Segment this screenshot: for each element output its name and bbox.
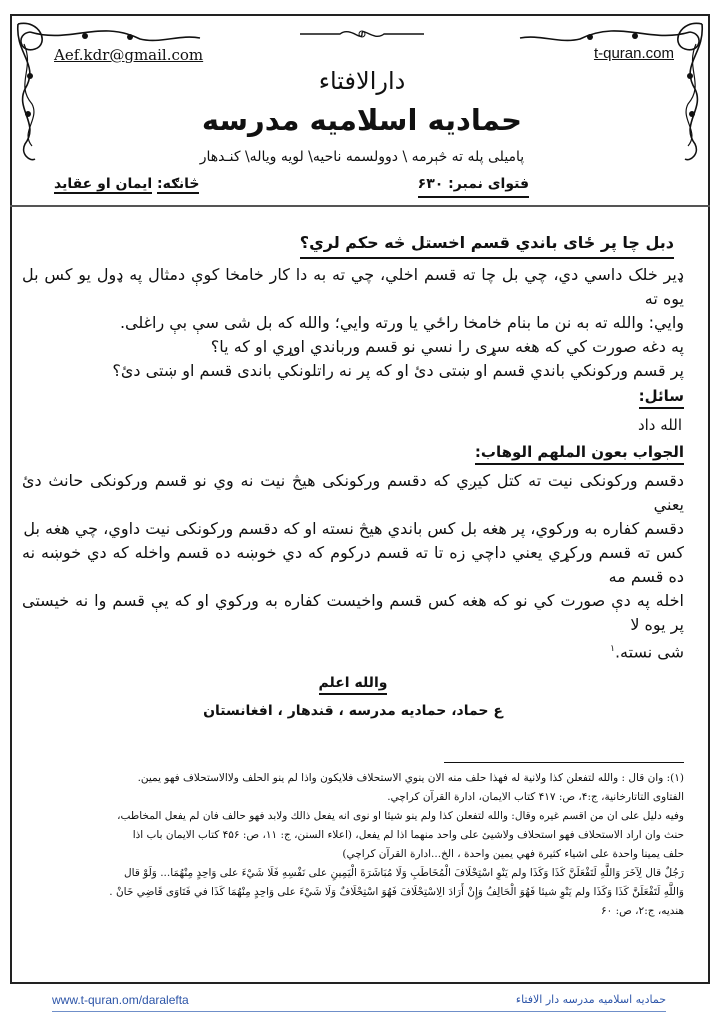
footnote-line: هنديه، ج:۲، ص: ۶۰ [600, 905, 684, 918]
closing [22, 672, 684, 722]
category [54, 174, 199, 194]
footer-url-link[interactable]: www.t-quran.om/daralefta [52, 993, 189, 1007]
footnote-line: وَاللَّهِ لَتَفْعَلَنَّ كَذَا وَكَذَا ولم يَنْوِ شيئا فَهُوَ الْحَالِفُ وَإِنْ أَرَادَ الِاسْتِحْلَافَ فَهُوَ اسْتِحْلَافٌ وَلَا شَيْءَ على وَاحِدٍ مِنْهُمَا كَذَا في فَتَاوَى قَاضِي خَانْ . [109, 886, 684, 899]
footer-institution: حمادیه اسلامیه مدرسه دار الافتاء [515, 993, 666, 1006]
category-label: څانګه: [157, 176, 200, 192]
institution-name: حمادیه اسلامیه مدرسه [201, 103, 523, 137]
answer-label: الجواب بعون الملهم الوهاب: [475, 441, 684, 465]
signature: ع حماد، حمادیه مدرسه ، قندهار ، افغانستان [203, 703, 503, 720]
footnote-line: وفيه دليل على ان من اقسم غيره وقال: والله لتفعلن كذا ولم ينو شيئا او نوى انه يفعل ذالك ولابد فهو حالف فان لم يفعل المخاطب، [117, 810, 684, 823]
email-link[interactable]: Aef.kdr@gmail.com [54, 46, 204, 64]
fatwa-number-label: فتوای نمبر: [448, 176, 529, 192]
fatwa-number [418, 174, 529, 198]
answer-line: دقسم کفاره به ورکوي، پر هغه بل کس باندي هیڅ نسته او که دقسم ورکونکی نیت داوي، چي هغه بل [23, 519, 684, 538]
footnote-line: رَجُلٌ قال لِآخَرَ وَاللَّهِ لَتَفْعَلَنَّ كَذَا وَكَذَا ولم يَنْوِ اسْتِحْلَافَ الْمُخَاطَبِ وَلَا مُبَاشَرَةَ الْيَمِينِ على نَفْسِهِ فَلَا شَيْءَ على وَاحِدٍ مِنْهُمَا... وَلَوْ قال [123, 867, 684, 880]
category-value: ایمان او عقاید [54, 176, 153, 192]
answer-line: کس ته قسم ورکړي یعني داچي زه تا ته قسم درکوم که دي خوښه ده قسم واخله که دي خوښه نه ده قسم مه [22, 543, 684, 586]
answer-line: دقسم ورکونکی نیت ته کتل کیږي که دقسم ورکونکی هیڅ نیت نه وي نو قسم ورکونکی حانث دئ یعني [22, 471, 684, 514]
ornament-top-center-icon [300, 24, 424, 44]
question-body [22, 263, 684, 383]
answer-line-text: شی نسته. [614, 642, 684, 662]
question-title: دبل چا پر ځای باندي قسم اخستل څه حکم لري؟ [300, 232, 674, 259]
wallah-alam [22, 672, 684, 694]
wallah-text: والله اعلم [319, 675, 388, 695]
answer-line: اخله په دې صورت کي نو که هغه کس قسم واخیست کفاره به ورکوي او که یې قسم وا نه خیستی پر یوه لا [22, 591, 684, 634]
fatwa-number-value: ۶۳۰ [417, 176, 444, 192]
question-line: په دغه صورت کي که هغه سړی را نسي نو قسم ورباندي اوړي او که یا؟ [210, 337, 684, 356]
page-title: دارالافتاء [318, 67, 406, 95]
footnote-line: الفتاوى التاتارخانية، ج:۴، ص: ۴۱۷ كتاب الايمان، ادارة القرآن كراچي. [387, 791, 684, 804]
footnotes [22, 769, 684, 921]
footer-divider [52, 1011, 666, 1012]
footnote-line: حلف يمينا واحدة على اشياء كثيرة فهي يمين واحدة ، الخ...ادارة القرآن كراچي) [342, 848, 684, 861]
footnote-marker[interactable]: ۱ [610, 644, 615, 654]
address: پامیلی پله ته څېرمه \ دوولسمه ناحیه\ لویه ویاله\ کنـدهار [199, 149, 525, 165]
asker-label: سائل: [639, 385, 684, 409]
footnote-line: حنث وان اراد الاستحلاف فهو استحلاف ولاشيئ على واحد منهما اذا لم يفعل، (اعلاء السنن، ج: ۱۱، ص: ۴۵۶ كتاب الايمان باب اذا [132, 829, 684, 842]
fatwa-content [22, 232, 684, 921]
header-divider [10, 205, 710, 207]
question-line: ډیر خلک داسي دي، چي بل چا ته قسم اخلي، چي ته به دا کار خامخا کوې دمثال په ډول یو کس بل یوه ته [22, 265, 684, 308]
answer-line [22, 637, 684, 664]
answer-body [22, 469, 684, 664]
question-line: پر قسم ورکونکي باندي قسم او ښتی دئ او که پر نه راتلونکي باندی قسم او ښتی دئ؟ [112, 361, 684, 380]
footnote-line: (۱): وان قال : والله لتفعلن كذا ولانية له فهذا حلف منه الان ينوي الاستحلاف فلايكون واذا لم ينو الحلف ولاالاستحلاف فهو يمين. [137, 772, 684, 785]
asker-name: الله داد [637, 416, 682, 434]
footnote-divider [444, 762, 684, 763]
website-link[interactable]: t-quran.com [593, 45, 674, 62]
question-line: وایي: والله ته به نن ما بنام خامخا راځي یا ورته وایي؛ والله که بل شی سې بې راغلی. [119, 313, 684, 332]
